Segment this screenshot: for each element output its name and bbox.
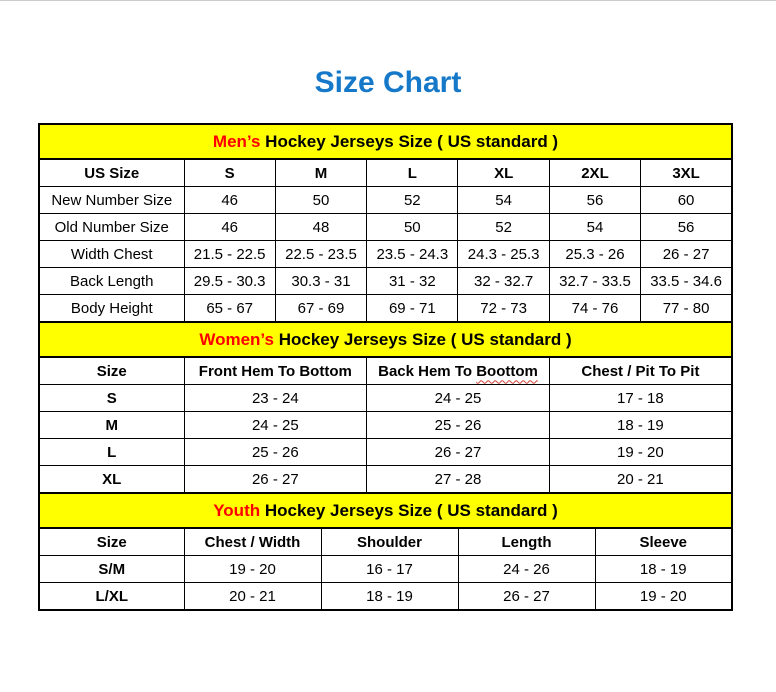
size-value-cell: 24.3 - 25.3 xyxy=(458,241,549,268)
table-row xyxy=(39,241,732,268)
mens-banner-text: Hockey Jerseys Size ( US standard ) xyxy=(260,131,559,151)
column-header-text: Back Hem To xyxy=(378,362,477,380)
size-value-cell: 67 - 69 xyxy=(275,295,366,323)
size-value-cell: 18 - 19 xyxy=(549,412,732,439)
size-value-cell: 26 - 27 xyxy=(458,583,595,611)
size-value-cell: 25 - 26 xyxy=(184,439,367,466)
row-label: New Number Size xyxy=(39,187,184,214)
table-row xyxy=(39,439,732,466)
column-header: S xyxy=(184,159,275,187)
womens-section-banner xyxy=(38,321,733,358)
size-value-cell: 19 - 20 xyxy=(595,583,732,611)
table-row xyxy=(39,412,732,439)
size-value-cell: 23 - 24 xyxy=(184,385,367,412)
size-value-cell: 26 - 27 xyxy=(367,439,550,466)
size-value-cell: 46 xyxy=(184,187,275,214)
size-value-cell: 72 - 73 xyxy=(458,295,549,323)
size-value-cell: 52 xyxy=(458,214,549,241)
table-header-row xyxy=(39,357,732,385)
table-row xyxy=(39,268,732,295)
size-value-cell: 32 - 32.7 xyxy=(458,268,549,295)
column-header: Size xyxy=(39,357,184,385)
misspelled-word: Boottom xyxy=(476,362,538,380)
table-row xyxy=(39,385,732,412)
size-value-cell: 31 - 32 xyxy=(367,268,458,295)
size-value-cell: 17 - 18 xyxy=(549,385,732,412)
size-value-cell: 52 xyxy=(367,187,458,214)
size-value-cell: 54 xyxy=(549,214,640,241)
size-value-cell: 18 - 19 xyxy=(321,583,458,611)
size-value-cell: 56 xyxy=(549,187,640,214)
youth-banner-text: Hockey Jerseys Size ( US standard ) xyxy=(260,500,558,520)
size-value-cell: 26 - 27 xyxy=(184,466,367,494)
size-value-cell: 56 xyxy=(641,214,732,241)
column-header: XL xyxy=(458,159,549,187)
column-header: 2XL xyxy=(549,159,640,187)
table-row xyxy=(39,466,732,494)
youth-banner-highlight: Youth xyxy=(213,500,261,520)
size-value-cell: 19 - 20 xyxy=(549,439,732,466)
size-value-cell: 25.3 - 26 xyxy=(549,241,640,268)
size-value-cell: 33.5 - 34.6 xyxy=(641,268,732,295)
size-value-cell: 25 - 26 xyxy=(367,412,550,439)
size-value-cell: 77 - 80 xyxy=(641,295,732,323)
row-label: Back Length xyxy=(39,268,184,295)
womens-banner-text: Hockey Jerseys Size ( US standard ) xyxy=(273,329,572,349)
row-label: L/XL xyxy=(39,583,184,611)
mens-banner-highlight: Men’s xyxy=(212,131,261,151)
size-value-cell: 18 - 19 xyxy=(595,556,732,583)
table-row xyxy=(39,295,732,323)
size-value-cell: 20 - 21 xyxy=(184,583,321,611)
row-label: Old Number Size xyxy=(39,214,184,241)
youth-section-banner xyxy=(38,492,733,529)
table-header-row xyxy=(39,159,732,187)
column-header: 3XL xyxy=(641,159,732,187)
row-label: S/M xyxy=(39,556,184,583)
size-value-cell: 32.7 - 33.5 xyxy=(549,268,640,295)
table-row xyxy=(39,583,732,611)
column-header: Length xyxy=(458,528,595,556)
size-value-cell: 29.5 - 30.3 xyxy=(184,268,275,295)
table-row xyxy=(39,214,732,241)
size-value-cell: 74 - 76 xyxy=(549,295,640,323)
size-value-cell: 24 - 25 xyxy=(184,412,367,439)
row-label: Body Height xyxy=(39,295,184,323)
mens-section-banner xyxy=(38,123,733,160)
row-label: XL xyxy=(39,466,184,494)
size-chart-tables xyxy=(38,123,733,611)
column-header: L xyxy=(367,159,458,187)
size-value-cell: 54 xyxy=(458,187,549,214)
size-value-cell: 48 xyxy=(275,214,366,241)
column-header: M xyxy=(275,159,366,187)
size-value-cell: 30.3 - 31 xyxy=(275,268,366,295)
row-label: L xyxy=(39,439,184,466)
size-value-cell: 20 - 21 xyxy=(549,466,732,494)
size-value-cell: 50 xyxy=(367,214,458,241)
column-header: Chest / Width xyxy=(184,528,321,556)
column-header xyxy=(367,357,550,385)
size-value-cell: 69 - 71 xyxy=(367,295,458,323)
table-header-row xyxy=(39,528,732,556)
size-value-cell: 23.5 - 24.3 xyxy=(367,241,458,268)
size-value-cell: 24 - 25 xyxy=(367,385,550,412)
size-value-cell: 27 - 28 xyxy=(367,466,550,494)
size-value-cell: 46 xyxy=(184,214,275,241)
row-label: S xyxy=(39,385,184,412)
column-header: Shoulder xyxy=(321,528,458,556)
womens-banner-highlight: Women’s xyxy=(199,329,274,349)
size-value-cell: 21.5 - 22.5 xyxy=(184,241,275,268)
page-title: Size Chart xyxy=(314,66,462,99)
womens-size-table xyxy=(38,356,733,494)
size-value-cell: 50 xyxy=(275,187,366,214)
column-header: Sleeve xyxy=(595,528,732,556)
size-value-cell: 60 xyxy=(641,187,732,214)
row-label: M xyxy=(39,412,184,439)
column-header: Chest / Pit To Pit xyxy=(549,357,732,385)
mens-size-table xyxy=(38,158,733,323)
table-row xyxy=(39,187,732,214)
size-value-cell: 19 - 20 xyxy=(184,556,321,583)
table-row xyxy=(39,556,732,583)
column-header: US Size xyxy=(39,159,184,187)
size-value-cell: 65 - 67 xyxy=(184,295,275,323)
size-value-cell: 26 - 27 xyxy=(641,241,732,268)
size-value-cell: 16 - 17 xyxy=(321,556,458,583)
youth-size-table xyxy=(38,527,733,611)
column-header: Size xyxy=(39,528,184,556)
row-label: Width Chest xyxy=(39,241,184,268)
size-value-cell: 22.5 - 23.5 xyxy=(275,241,366,268)
size-value-cell: 24 - 26 xyxy=(458,556,595,583)
column-header: Front Hem To Bottom xyxy=(184,357,367,385)
